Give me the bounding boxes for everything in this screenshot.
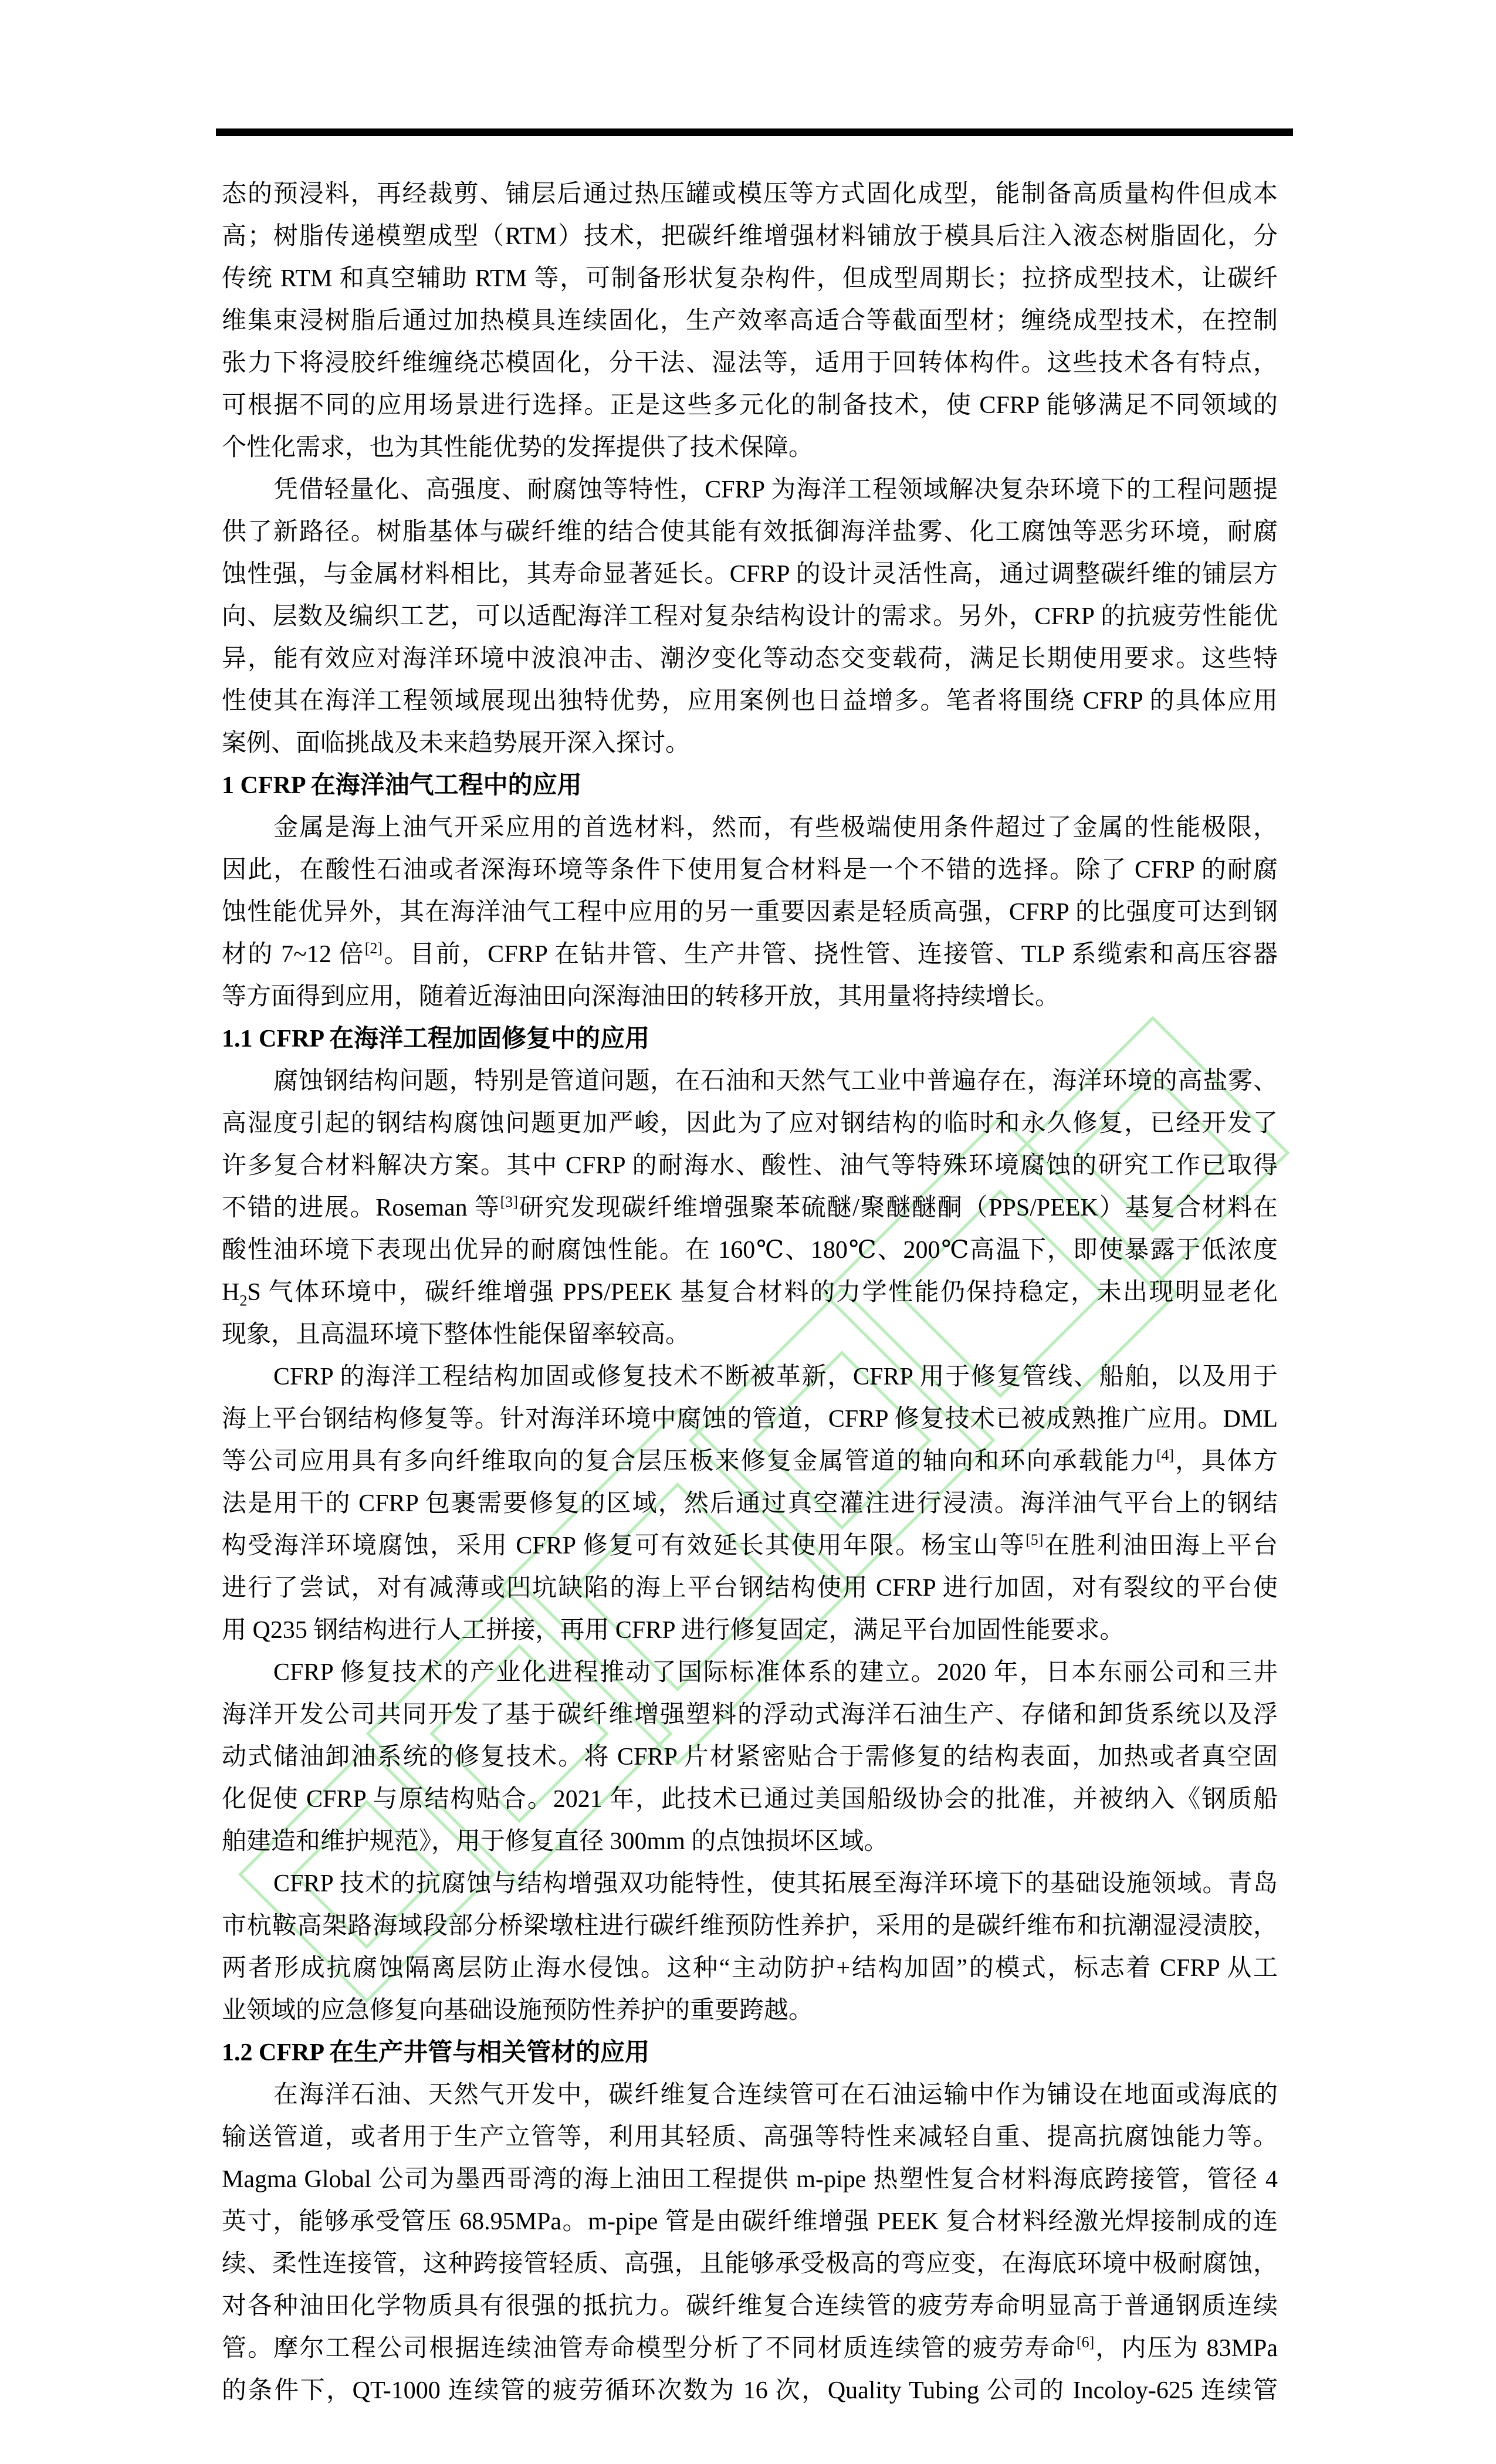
text-line: 态的预浸料，再经裁剪、铺层后通过热压罐或模压等方式固化成型，能制备高质量构件但成本 — [222, 181, 1278, 208]
text-line: 凭借轻量化、高强度、耐腐蚀等特性，CFRP 为海洋工程领域解决复杂环境下的工程问题提 — [273, 476, 1278, 503]
paragraph — [222, 1651, 1278, 1863]
paragraph — [222, 807, 1278, 1018]
text-line: 海洋开发公司共同开发了基于碳纤维增强塑料的浮动式海洋石油生产、存储和卸货系统以及浮 — [222, 1701, 1278, 1728]
text-line: 异，能有效应对海洋环境中波浪冲击、潮汐变化等动态交变载荷，满足长期使用要求。这些特 — [222, 645, 1278, 672]
text-line: 蚀性能优异外，其在海洋油气工程中应用的另一重要因素是轻质高强，CFRP 的比强度可达到钢 — [222, 899, 1278, 926]
text-line: 供了新路径。树脂基体与碳纤维的结合使其能有效抵御海洋盐雾、化工腐蚀等恶劣环境，耐腐 — [222, 519, 1278, 546]
text-line: 在海洋石油、天然气开发中，碳纤维复合连续管可在石油运输中作为铺设在地面或海底的 — [273, 2081, 1278, 2108]
text-line: 金属是海上油气开采应用的首选材料，然而，有些极端使用条件超过了金属的性能极限， — [273, 814, 1278, 841]
text-line: 输送管道，或者用于生产立管等，利用其轻质、高强等特性来减轻自重、提高抗腐蚀能力等。 — [222, 2124, 1278, 2151]
text-line: 材的 7~12 倍[2]。目前，CFRP 在钻井管、生产井管、挠性管、连接管、TLP 系缆索和高压容器 — [222, 940, 1278, 968]
section-heading: 1.1 CFRP 在海洋工程加固修复中的应用 — [222, 1025, 650, 1052]
text-line: 管。摩尔工程公司根据连续油管寿命模型分析了不同材质连续管的疲劳寿命[6]，内压为 83MPa — [222, 2334, 1278, 2362]
text-line: 个性化需求，也为其性能优势的发挥提供了技术保障。 — [222, 434, 814, 461]
text-line: 舶建造和维护规范》，用于修复直径 300mm 的点蚀损坏区域。 — [222, 1828, 889, 1855]
text-line: 的条件下，QT-1000 连续管的疲劳循环次数为 16 次，Quality Tubing 公司的 Incoloy-625 连续管 — [222, 2377, 1278, 2404]
text-line: 不错的进展。Roseman 等[3]研究发现碳纤维增强聚苯硫醚/聚醚醚酮（PPS/PEEK）基复合材料在 — [222, 1193, 1278, 1221]
text-line: 可根据不同的应用场景进行选择。正是这些多元化的制备技术，使 CFRP 能够满足不同领域的 — [222, 392, 1278, 419]
paragraph — [222, 1060, 1278, 1356]
paragraph — [222, 469, 1278, 764]
redacted-line — [216, 128, 1293, 136]
text-line: 高；树脂传递模塑成型（RTM）技术，把碳纤维增强材料铺放于模具后注入液态树脂固化，分 — [222, 223, 1278, 250]
section-heading: 1.2 CFRP 在生产井管与相关管材的应用 — [222, 2039, 650, 2066]
section-heading: 1 CFRP 在海洋油气工程中的应用 — [222, 772, 582, 799]
text-line: 等公司应用具有多向纤维取向的复合层压板来修复金属管道的轴向和环向承载能力[4]，具体方 — [222, 1447, 1278, 1475]
text-line: 两者形成抗腐蚀隔离层防止海水侵蚀。这种“主动防护+结构加固”的模式，标志着 CFRP 从工 — [222, 1955, 1278, 1982]
text-line: 构受海洋环境腐蚀，采用 CFRP 修复可有效延长其使用年限。杨宝山等[5]在胜利油田海上平台 — [222, 1531, 1278, 1559]
text-line: 化促使 CFRP 与原结构贴合。2021 年，此技术已通过美国船级协会的批准，并被纳入《钢质船 — [222, 1786, 1278, 1813]
text-line: 法是用干的 CFRP 包裹需要修复的区域，然后通过真空灌注进行浸渍。海洋油气平台上的钢结 — [222, 1490, 1278, 1517]
text-line: 腐蚀钢结构问题，特别是管道问题，在石油和天然气工业中普遍存在，海洋环境的高盐雾、 — [273, 1068, 1278, 1095]
text-line: 对各种油田化学物质具有很强的抵抗力。碳纤维复合连续管的疲劳寿命明显高于普通钢质连续 — [222, 2293, 1278, 2320]
text-line: 用 Q235 钢结构进行人工拼接，再用 CFRP 进行修复固定，满足平台加固性能要求。 — [222, 1617, 1125, 1644]
paragraph — [222, 1863, 1278, 2032]
text-line: 许多复合材料解决方案。其中 CFRP 的耐海水、酸性、油气等特殊环境腐蚀的研究工作已取得 — [222, 1152, 1278, 1179]
text-line: 传统 RTM 和真空辅助 RTM 等，可制备形状复杂构件，但成型周期长；拉挤成型技术，让碳纤 — [222, 265, 1278, 292]
paragraph — [222, 1356, 1278, 1651]
text-line: 动式储油卸油系统的修复技术。将 CFRP 片材紧密贴合于需修复的结构表面，加热或者真空固 — [222, 1744, 1278, 1771]
text-line: 业领域的应急修复向基础设施预防性养护的重要跨越。 — [222, 1997, 814, 2024]
text-line: 酸性油环境下表现出优异的耐腐蚀性能。在 160℃、180℃、200℃高温下，即使暴露于低浓度 — [222, 1237, 1278, 1264]
text-line: 因此，在酸性石油或者深海环境等条件下使用复合材料是一个不错的选择。除了 CFRP 的耐腐 — [222, 857, 1278, 884]
text-line: CFRP 修复技术的产业化进程推动了国际标准体系的建立。2020 年，日本东丽公司和三井 — [273, 1659, 1278, 1686]
text-line: 张力下将浸胶纤维缠绕芯模固化，分干法、湿法等，适用于回转体构件。这些技术各有特点， — [222, 350, 1278, 377]
text-line: 蚀性强，与金属材料相比，其寿命显著延长。CFRP 的设计灵活性高，通过调整碳纤维的铺层方 — [222, 561, 1278, 588]
text-line: 英寸，能够承受管压 68.95MPa。m-pipe 管是由碳纤维增强 PEEK 复合材料经激光焊接制成的连 — [222, 2208, 1278, 2235]
text-line: 维集束浸树脂后通过加热模具连续固化，生产效率高适合等截面型材；缠绕成型技术，在控制 — [222, 307, 1278, 334]
text-line: 续、柔性连接管，这种跨接管轻质、高强，且能够承受极高的弯应变，在海底环境中极耐腐蚀， — [222, 2250, 1278, 2277]
text-line: 现象，且高温环境下整体性能保留率较高。 — [222, 1321, 691, 1348]
document-content — [222, 173, 1278, 2412]
text-line: 进行了尝试，对有减薄或凹坑缺陷的海上平台钢结构使用 CFRP 进行加固，对有裂纹的平台使 — [222, 1575, 1278, 1602]
text-line: 向、层数及编织工艺，可以适配海洋工程对复杂结构设计的需求。另外，CFRP 的抗疲劳性能优 — [222, 603, 1278, 630]
paragraph — [222, 173, 1278, 469]
text-line: 高湿度引起的钢结构腐蚀问题更加严峻，因此为了应对钢结构的临时和永久修复，已经开发了 — [222, 1110, 1278, 1137]
text-line: 性使其在海洋工程领域展现出独特优势，应用案例也日益增多。笔者将围绕 CFRP 的具体应用 — [222, 688, 1278, 715]
text-line: 市杭鞍高架路海域段部分桥梁墩柱进行碳纤维预防性养护，采用的是碳纤维布和抗潮湿浸渍胶， — [222, 1913, 1278, 1940]
paragraph — [222, 2074, 1278, 2412]
text-line: CFRP 技术的抗腐蚀与结构增强双功能特性，使其拓展至海洋环境下的基础设施领域。青岛 — [273, 1870, 1278, 1897]
text-line: 案例、面临挑战及未来趋势展开深入探讨。 — [222, 730, 691, 757]
text-line: 等方面得到应用，随着近海油田向深海油田的转移开放，其用量将持续增长。 — [222, 983, 1060, 1010]
text-line: Magma Global 公司为墨西哥湾的海上油田工程提供 m-pipe 热塑性复合材料海底跨接管，管径 4 — [222, 2166, 1278, 2193]
text-line: $H_2S$ 气体环境中，碳纤维增强 PPS/PEEK 基复合材料的力学性能仍保持稳定，未出现明显老化 — [222, 1279, 1278, 1309]
text-line: CFRP 的海洋工程结构加固或修复技术不断被革新，CFRP 用于修复管线、船舶，以及用于 — [273, 1363, 1278, 1390]
text-line: 海上平台钢结构修复等。针对海洋环境中腐蚀的管道，CFRP 修复技术已被成熟推广应用。DML — [222, 1406, 1278, 1433]
